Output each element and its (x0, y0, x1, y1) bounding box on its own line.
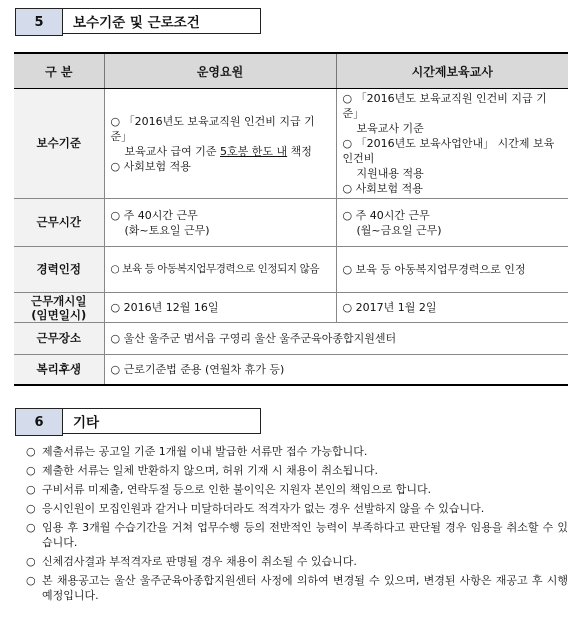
cell-line: ○ 주 40시간 근무 (342, 208, 430, 222)
list-item-text: 임용 후 3개월 수습기간을 거쳐 업무수행 등의 전반적인 능력이 부족하다고 판단될 경우 임용을 취소할 수 있습니다. (42, 521, 568, 549)
cell-welfare: ○ 근로기준법 준용 (연월차 휴가 등) (104, 355, 568, 385)
bullet-icon: ○ (26, 502, 36, 515)
column-header: 운영요원 (104, 53, 336, 89)
section-5-header (15, 8, 261, 36)
cell-line: 보육교사 기준 (356, 122, 424, 135)
cell-line: ○ 사회보험 적용 (342, 182, 423, 195)
list-item (26, 573, 568, 603)
table-row-welfare (14, 355, 568, 385)
section-6-header (15, 408, 261, 436)
section-title: 보수기준 및 근로조건 (63, 8, 261, 34)
table-row-pay (14, 89, 568, 199)
list-item-text: 본 채용공고는 울산 울주군육아종합지원센터 사정에 의하여 변경될 수 있으며, 변경된 사항은 재공고 후 시행 예정입니다. (42, 574, 568, 602)
bullet-icon: ○ (26, 555, 36, 568)
cell-text: 책정 (287, 144, 312, 158)
list-item-text: 응시인원이 모집인원과 같거나 미달하더라도 적격자가 없는 경우 선발하지 않을 수 있습니다. (42, 502, 485, 515)
list-item (26, 520, 568, 550)
list-item-text: 신체검사결과 부적격자로 판명될 경우 채용이 취소될 수 있습니다. (42, 555, 357, 568)
cell-parttime-start: ○ 2017년 1월 2일 (336, 293, 568, 323)
list-item (26, 444, 568, 459)
list-item-text: 제출한 서류는 일체 반환하지 않으며, 허위 기재 시 채용이 취소됩니다. (42, 464, 378, 477)
row-label: 보수기준 (14, 89, 104, 199)
bullet-icon: ○ (26, 445, 36, 458)
cell-place: ○ 울산 울주군 범서읍 구영리 울산 울주군육아종합지원센터 (104, 323, 568, 355)
list-item (26, 501, 568, 516)
cell-line: (화~토요일 근무) (124, 223, 210, 237)
table-row-place (14, 323, 568, 355)
row-label: 복리후생 (14, 355, 104, 385)
list-item (26, 482, 568, 497)
bullet-icon: ○ (26, 521, 36, 534)
list-item (26, 463, 568, 478)
row-label: 경력인정 (14, 247, 104, 293)
conditions-table (14, 52, 568, 386)
notes-list (26, 444, 568, 607)
row-label: 근무시간 (14, 199, 104, 247)
list-item-text: 구비서류 미제출, 연락두절 등으로 인한 불이익은 지원자 본인의 책임으로 합니다. (42, 483, 432, 496)
table-header-row (14, 53, 568, 89)
section-title: 기타 (63, 408, 261, 434)
cell-line: ○ 주 40시간 근무 (110, 208, 198, 222)
cell-line: ○ 「2016년도 보육교직원 인건비 지급 기준」 (110, 114, 315, 143)
cell-operator-hours (104, 199, 336, 247)
section-number: 5 (15, 8, 63, 36)
table-row-start (14, 293, 568, 323)
row-label-line: (임면일시) (31, 307, 87, 322)
bullet-icon: ○ (26, 574, 36, 587)
cell-parttime-hours (336, 199, 568, 247)
cell-text-underlined: 5호봉 한도 내 (220, 144, 288, 158)
bullet-icon: ○ (26, 464, 36, 477)
cell-line: ○ 「2016년도 보육교직원 인건비 지급 기준」 (342, 92, 547, 120)
row-label-line: 근무개시일 (30, 293, 87, 308)
cell-operator-start: ○ 2016년 12월 16일 (104, 293, 336, 323)
cell-operator-pay (104, 89, 336, 199)
row-label: 근무장소 (14, 323, 104, 355)
table-row-career (14, 247, 568, 293)
bullet-icon: ○ (26, 483, 36, 496)
cell-line: (월~금요일 근무) (356, 223, 442, 237)
cell-line: ○ 사회보험 적용 (110, 159, 191, 173)
cell-line: 지원내용 적용 (356, 167, 424, 180)
column-header: 구 분 (14, 53, 104, 89)
cell-line (111, 144, 330, 159)
cell-line: ○ 「2016년도 보육사업안내」 시간제 보육 인건비 (342, 137, 555, 165)
row-label (14, 293, 104, 323)
cell-parttime-pay (336, 89, 568, 199)
cell-parttime-career: ○ 보육 등 아동복지업무경력으로 인정 (336, 247, 568, 293)
cell-text: 보육교사 급여 기준 (124, 144, 220, 158)
column-header: 시간제보육교사 (336, 53, 568, 89)
list-item (26, 554, 568, 569)
table-row-hours (14, 199, 568, 247)
section-number: 6 (15, 408, 63, 436)
cell-operator-career: ○ 보육 등 아동복지업무경력으로 인정되지 않음 (104, 247, 336, 293)
list-item-text: 제출서류는 공고일 기준 1개월 이내 발급한 서류만 접수 가능합니다. (42, 445, 368, 458)
